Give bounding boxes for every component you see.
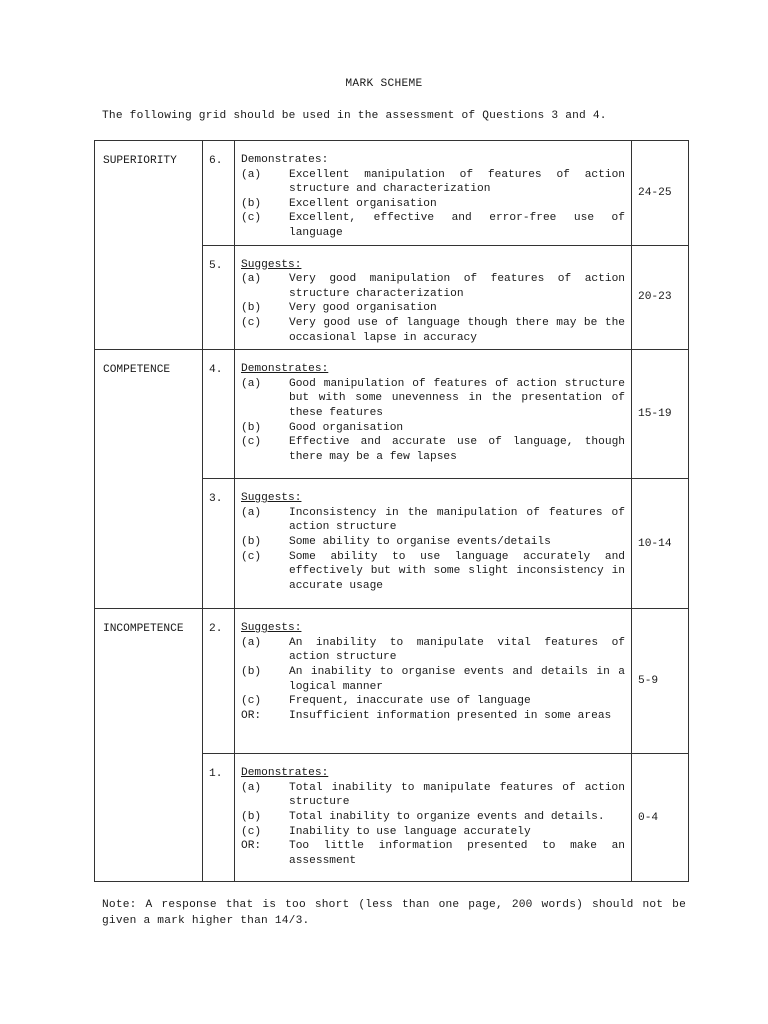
- criterion-tag: (c): [241, 550, 262, 563]
- criterion-tag: (c): [241, 316, 262, 329]
- grid-row: [95, 609, 689, 754]
- criterion-text: Very good manipulation of features of action structure characterization: [289, 273, 625, 300]
- page-title: MARK SCHEME: [345, 78, 423, 90]
- criterion-item: [241, 506, 625, 535]
- criterion-tag: (a): [241, 168, 262, 181]
- grid-row: [95, 141, 689, 246]
- grid-body: [95, 141, 689, 882]
- level-cell: 1.: [203, 754, 235, 882]
- criterion-item: [241, 636, 625, 665]
- criterion-text: Excellent, effective and error-free use of language: [289, 212, 625, 239]
- criterion-tag: (c): [241, 825, 262, 838]
- descriptor-heading: Demonstrates:: [241, 154, 329, 166]
- category-cell: SUPERIORITY: [95, 141, 203, 246]
- descriptor-cell: [235, 609, 632, 754]
- criterion-item: [241, 550, 625, 594]
- criterion-item: [241, 316, 625, 345]
- criterion-tag: (a): [241, 377, 262, 390]
- criterion-text: Too little information presented to make an assessment: [289, 840, 625, 867]
- mark-range-cell: 5-9: [632, 609, 689, 754]
- descriptor-cell: [235, 141, 632, 246]
- criterion-text: Good manipulation of features of action structure but with some unevenness in the presentation of these features: [289, 377, 625, 419]
- criterion-text: Inconsistency in the manipulation of features of action structure: [289, 506, 625, 534]
- mark-scheme-grid: [94, 140, 689, 882]
- criterion-item: [241, 665, 625, 694]
- criterion-tag: OR:: [241, 709, 262, 722]
- criterion-text: Some ability to organise events/details: [289, 535, 551, 548]
- grid-row: [95, 754, 689, 882]
- descriptor-cell: [235, 245, 632, 350]
- criterion-text: Some ability to use language accurately and effectively but with some slight inconsistency in accurate usage: [289, 550, 625, 592]
- criterion-tag: (b): [241, 421, 262, 434]
- criterion-item: [241, 535, 625, 550]
- grid-row: [95, 245, 689, 350]
- descriptor-heading: Demonstrates:: [241, 363, 329, 376]
- grid-row: [95, 350, 689, 479]
- criterion-item: [241, 197, 625, 212]
- category-cell: [95, 479, 203, 609]
- criterion-text: Total inability to manipulate features of action structure: [289, 781, 625, 809]
- criterion-tag: (c): [241, 436, 262, 449]
- criterion-text: Very good organisation: [289, 302, 437, 315]
- criterion-text: Very good use of language though there may be the occasional lapse in accuracy: [289, 316, 625, 344]
- criterion-tag: (a): [241, 781, 262, 794]
- criterion-tag: (a): [241, 273, 262, 286]
- criterion-tag: (b): [241, 302, 262, 315]
- criterion-item: [241, 272, 625, 301]
- category-cell: INCOMPETENCE: [95, 609, 203, 754]
- criterion-tag: (b): [241, 665, 262, 678]
- criterion-tag: (b): [241, 535, 262, 548]
- criterion-tag: (c): [241, 212, 262, 225]
- criterion-tag: (a): [241, 506, 262, 519]
- category-cell: [95, 245, 203, 350]
- level-cell: 2.: [203, 609, 235, 754]
- note-text: Note: A response that is too short (less than one page, 200 words) should not be given a mark higher than 14/3.: [102, 899, 686, 927]
- criterion-item: [241, 709, 625, 724]
- criterion-item: [241, 421, 625, 436]
- criterion-item: [241, 301, 625, 316]
- level-cell: 5.: [203, 245, 235, 350]
- level-cell: 4.: [203, 350, 235, 479]
- criterion-text: Total inability to organize events and details.: [289, 810, 605, 823]
- criterion-text: Excellent manipulation of features of action structure and characterization: [289, 168, 625, 196]
- criterion-tag: OR:: [241, 840, 262, 853]
- mark-range-cell: 15-19: [632, 350, 689, 479]
- mark-range-cell: 24-25: [632, 141, 689, 246]
- mark-range-cell: 0-4: [632, 754, 689, 882]
- criterion-text: An inability to manipulate vital features of action structure: [289, 636, 625, 664]
- criterion-tag: (c): [241, 695, 262, 708]
- criterion-tag: (b): [241, 197, 262, 210]
- descriptor-cell: [235, 350, 632, 479]
- criterion-text: Effective and accurate use of language, though there may be a few lapses: [289, 436, 625, 463]
- criterion-text: Good organisation: [289, 421, 404, 434]
- criterion-item: [241, 435, 625, 464]
- criterion-text: Insufficient information presented in some areas: [289, 709, 612, 722]
- mark-range-cell: 10-14: [632, 479, 689, 609]
- descriptor-heading: Suggests:: [241, 258, 302, 271]
- level-cell: 6.: [203, 141, 235, 246]
- criterion-item: [241, 211, 625, 240]
- criterion-text: Frequent, inaccurate use of language: [289, 695, 531, 708]
- criterion-item: [241, 781, 625, 810]
- level-cell: 3.: [203, 479, 235, 609]
- category-cell: COMPETENCE: [95, 350, 203, 479]
- criterion-item: [241, 839, 625, 868]
- criterion-text: Excellent organisation: [289, 197, 437, 210]
- descriptor-cell: [235, 479, 632, 609]
- criterion-tag: (b): [241, 810, 262, 823]
- criterion-text: Inability to use language accurately: [289, 825, 531, 838]
- criterion-item: [241, 377, 625, 421]
- descriptor-heading: Suggests:: [241, 622, 302, 635]
- criterion-text: An inability to organise events and details in a logical manner: [289, 665, 625, 693]
- criterion-tag: (a): [241, 636, 262, 649]
- descriptor-cell: [235, 754, 632, 882]
- descriptor-heading: Demonstrates:: [241, 767, 329, 780]
- mark-range-cell: 20-23: [632, 245, 689, 350]
- category-cell: [95, 754, 203, 882]
- criterion-item: [241, 825, 625, 840]
- criterion-item: [241, 168, 625, 197]
- intro-text: The following grid should be used in the assessment of Questions 3 and 4.: [102, 110, 607, 122]
- criterion-item: [241, 810, 625, 825]
- criterion-item: [241, 694, 625, 709]
- grid-row: [95, 479, 689, 609]
- descriptor-heading: Suggests:: [241, 492, 302, 505]
